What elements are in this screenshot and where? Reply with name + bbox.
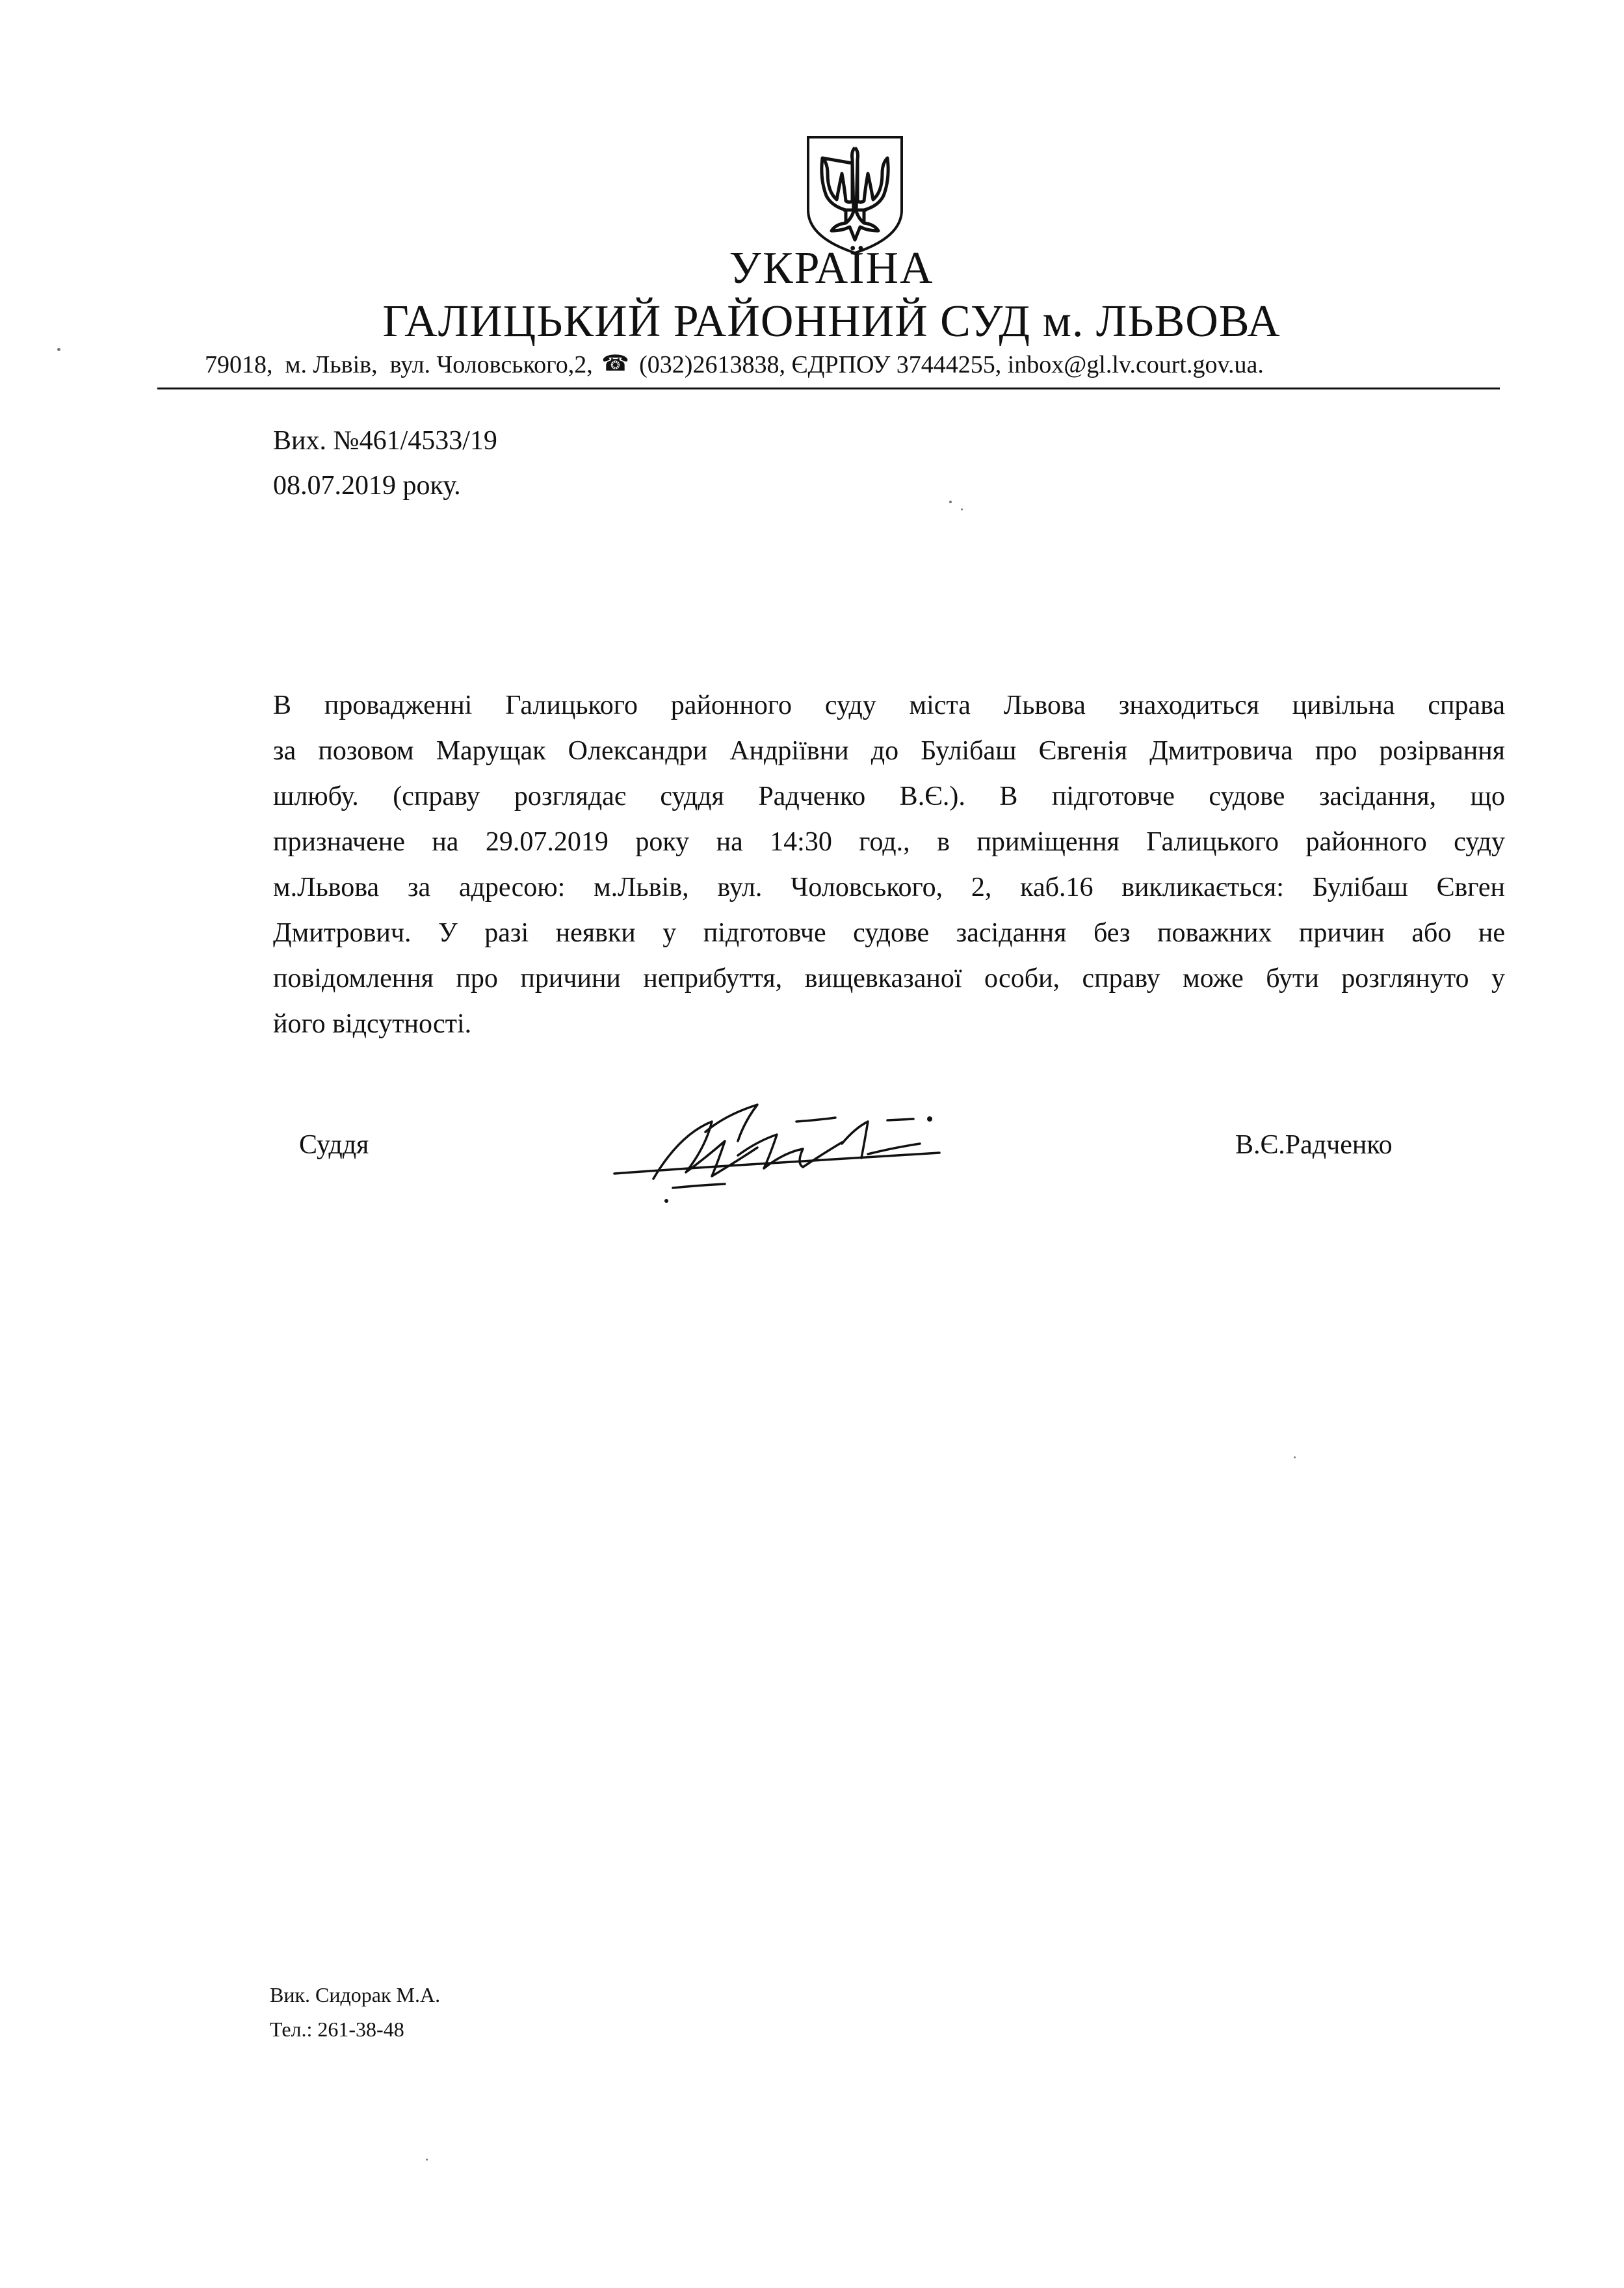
executor-phone: Тел.: 261-38-48 bbox=[270, 2018, 404, 2041]
scan-speck bbox=[949, 501, 952, 503]
body-line: повідомлення про причини неприбуття, вищевказаної особи, справу може бути розглянуто у bbox=[273, 964, 1505, 993]
signatory-name: В.Є.Радченко bbox=[1235, 1130, 1393, 1160]
outgoing-reference-number: Вих. №461/4533/19 bbox=[273, 426, 497, 456]
coat-of-arms-emblem bbox=[803, 133, 907, 257]
body-line: м.Львова за адресою: м.Львів, вул. Чоловського, 2, каб.16 викликається: Булібаш Євген bbox=[273, 873, 1505, 902]
scan-speck bbox=[426, 2159, 428, 2161]
court-address-line bbox=[205, 352, 1489, 377]
header-divider bbox=[157, 388, 1500, 389]
letter-body bbox=[273, 683, 1505, 1047]
body-line: В провадженні Галицького районного суду міста Львова знаходиться цивільна справа bbox=[273, 690, 1505, 720]
court-contacts-text: (032)2613838, ЄДРПОУ 37444255, inbox@gl.lv.court.gov.ua. bbox=[633, 351, 1264, 378]
handwritten-signature bbox=[608, 1096, 946, 1213]
letter-date: 08.07.2019 року. bbox=[273, 471, 461, 501]
body-line: призначене на 29.07.2019 року на 14:30 год., в приміщення Галицького районного суду bbox=[273, 827, 1505, 857]
court-address-text: 79018, м. Львів, вул. Чоловського,2, bbox=[205, 351, 599, 378]
signatory-role: Суддя bbox=[299, 1130, 369, 1160]
executor-name: Вик. Сидорак М.А. bbox=[270, 1983, 441, 2006]
body-line: його відсутності. bbox=[273, 1009, 472, 1039]
body-line: Дмитрович. У разі неявки у підготовче судове засідання без поважних причин або не bbox=[273, 918, 1505, 948]
telephone-icon: ☎ bbox=[601, 350, 629, 376]
scan-speck bbox=[961, 508, 963, 510]
country-title: УКРАЇНА bbox=[729, 243, 934, 293]
scan-speck bbox=[57, 348, 60, 351]
court-name-title: ГАЛИЦЬКИЙ РАЙОННИЙ СУД м. ЛЬВОВА bbox=[382, 296, 1281, 347]
body-line: за позовом Марущак Олександри Андріївни до Булібаш Євгенія Дмитровича про розірвання bbox=[273, 736, 1505, 766]
scan-speck bbox=[1294, 1456, 1296, 1458]
body-line: шлюбу. (справу розглядає суддя Радченко В.Є.). В підготовче судове засідання, що bbox=[273, 782, 1505, 811]
